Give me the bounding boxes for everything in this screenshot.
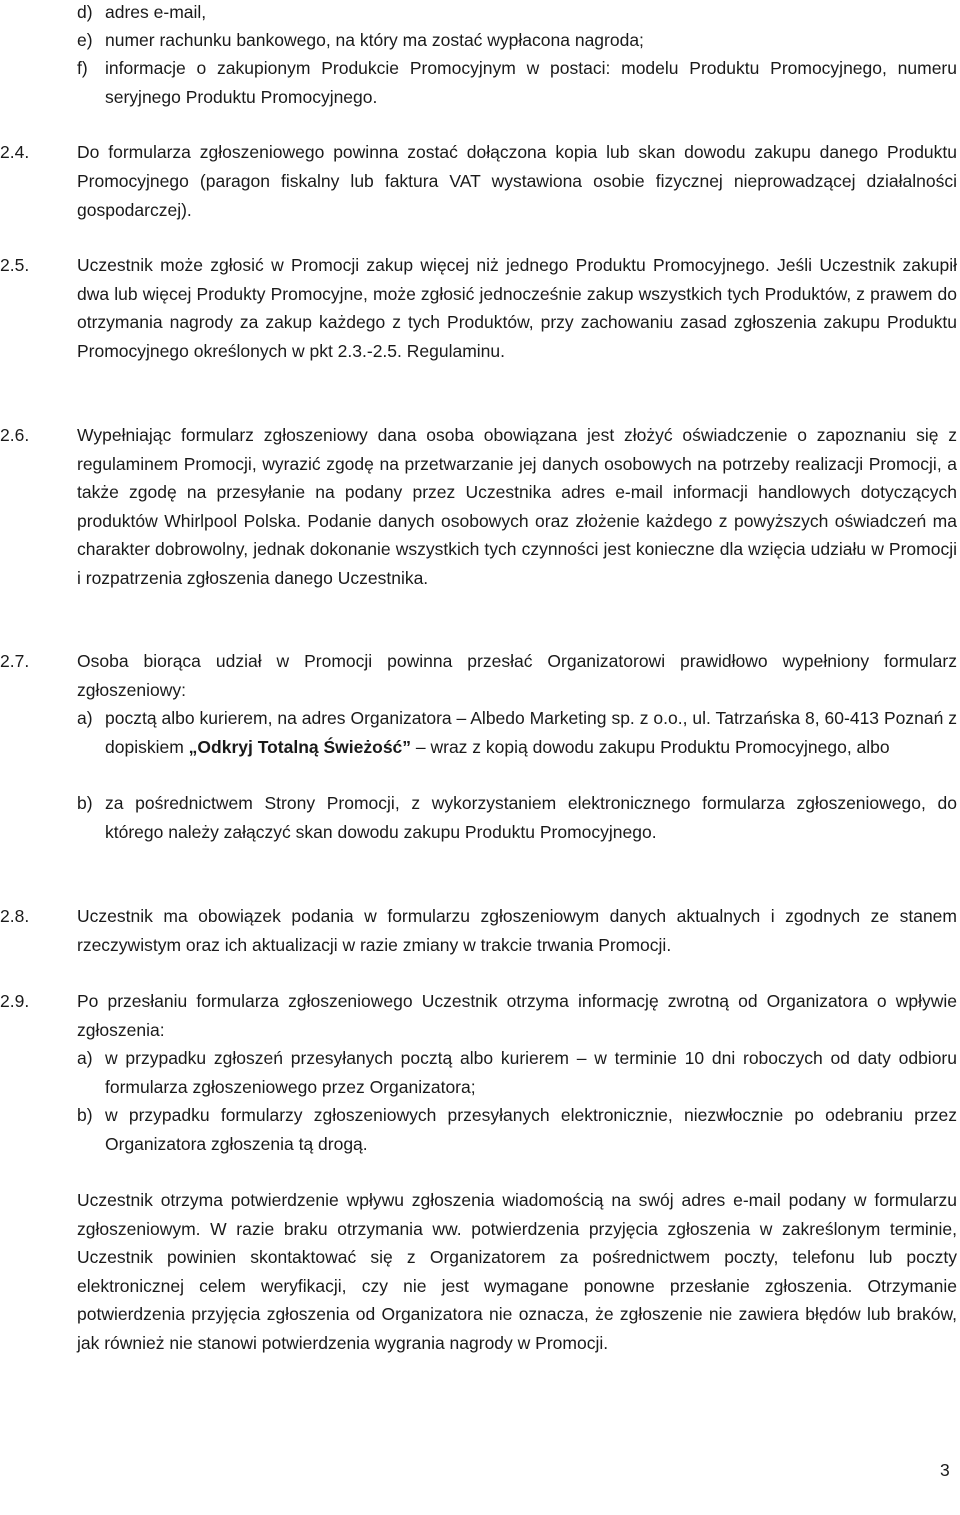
list-label: b) <box>77 1105 93 1125</box>
clause-2-9-item-a <box>77 1044 957 1101</box>
clause-2-9 <box>0 987 957 1044</box>
page-number: 3 <box>940 1460 950 1480</box>
list-item-text: numer rachunku bankowego, na który ma zostać wypłacona nagroda; <box>105 30 644 50</box>
list-item-e <box>77 26 957 55</box>
clause-number: 2.4. <box>0 142 30 162</box>
list-item-text: pocztą albo kurierem, na adres Organizatora – Albedo Marketing sp. z o.o., ul. Tatrzańska 8, 60-413 Poznań z dopiskiem „Odkryj Totalną Świeżość” – wraz z kopią dowodu zakupu Produktu Promocyjnego, albo <box>105 708 957 757</box>
list-item-f <box>77 54 957 111</box>
list-label: a) <box>77 1048 93 1068</box>
promo-name: „Odkryj Totalną Świeżość” <box>188 736 412 757</box>
list-label: e) <box>77 30 93 50</box>
list-label: a) <box>77 708 93 728</box>
list-item-text: informacje o zakupionym Produkcie Promocyjnym w postaci: modelu Produktu Promocyjnego, numeru seryjnego Produktu Promocyjnego. <box>105 58 957 107</box>
list-item-text: za pośrednictwem Strony Promocji, z wykorzystaniem elektronicznego formularza zgłoszeniowego, do którego należy załączyć skan dowodu zakupu Produktu Promocyjnego. <box>105 793 957 842</box>
clause-2-4 <box>0 138 957 225</box>
clause-text: Osoba biorąca udział w Promocji powinna przesłać Organizatorowi prawidłowo wypełniony formularz zgłoszeniowy: <box>77 651 957 700</box>
clause-number: 2.9. <box>0 991 30 1011</box>
clause-2-7 <box>0 647 957 704</box>
clause-number: 2.6. <box>0 425 30 445</box>
clause-2-9-closing: Uczestnik otrzyma potwierdzenie wpływu zgłoszenia wiadomością na swój adres e-mail podany w formularzu zgłoszeniowym. W razie braku otrzymania ww. potwierdzenia przyjęcia zgłoszenia w zakreślonym terminie, Uczestnik powinien skontaktować się z Organizatorem za pośrednictwem poczty, telefonu lub poczty elektronicznej celem weryfikacji, czy nie jest wymagane ponowne przesłanie zgłoszenia. Otrzymanie potwierdzenia przyjęcia zgłoszenia od Organizatora nie oznacza, że zgłoszenie nie zawiera błędów lub braków, jak również nie stanowi potwierdzenia wygrania nagrody w Promocji. <box>77 1190 957 1353</box>
clause-2-8 <box>0 902 957 959</box>
list-item-text: adres e-mail, <box>105 2 207 22</box>
list-label: b) <box>77 793 93 813</box>
clause-text: Uczestnik może zgłosić w Promocji zakup więcej niż jednego Produktu Promocyjnego. Jeśli Uczestnik zakupił dwa lub więcej Produkty Promocyjne, może zgłosić jednocześnie zakup wszystkich tych Produktów, z prawem do otrzymania nagrody za zakup każdego z tych Produktów, przy zachowaniu zasad zgłoszenia zakupu Produktu Promocyjnego określonych w pkt 2.3.-2.5. Regulaminu. <box>77 255 957 361</box>
clause-text: Po przesłaniu formularza zgłoszeniowego Uczestnik otrzyma informację zwrotną od Organizatora o wpływie zgłoszenia: <box>77 991 957 1040</box>
clause-2-7-item-a <box>77 704 957 761</box>
list-item-text: w przypadku zgłoszeń przesyłanych pocztą albo kurierem – w terminie 10 dni roboczych od daty odbioru formularza zgłoszeniowego przez Organizatora; <box>105 1048 957 1097</box>
clause-number: 2.8. <box>0 906 30 926</box>
list-label: f) <box>77 58 88 78</box>
clause-2-7-item-b <box>77 789 957 846</box>
clause-text: Uczestnik ma obowiązek podania w formularzu zgłoszeniowym danych aktualnych i zgodnych ze stanem rzeczywistym oraz ich aktualizacji w razie zmiany w trakcie trwania Promocji. <box>77 906 957 955</box>
clause-2-9-item-b <box>77 1101 957 1158</box>
list-item-d <box>77 0 957 27</box>
clause-number: 2.5. <box>0 255 30 275</box>
clause-number: 2.7. <box>0 651 30 671</box>
clause-2-5 <box>0 251 957 365</box>
clause-text: Do formularza zgłoszeniowego powinna zostać dołączona kopia lub skan dowodu zakupu danego Produktu Promocyjnego (paragon fiskalny lub faktura VAT wystawiona osobie fizycznej nieprowadzącej działalności gospodarczej). <box>77 142 957 220</box>
list-label: d) <box>77 2 93 22</box>
clause-2-6 <box>0 421 957 592</box>
clause-text: Wypełniając formularz zgłoszeniowy dana osoba obowiązana jest złożyć oświadczenie o zapoznaniu się z regulaminem Promocji, wyrazić zgodę na przetwarzanie jej danych osobowych na potrzeby realizacji Promocji, a także zgodę na przesyłanie na podany przez Uczestnika adres e-mail informacji handlowych dotyczących produktów Whirlpool Polska. Podanie danych osobowych oraz złożenie każdego z powyższych oświadczeń ma charakter dobrowolny, jednak dokonanie wszystkich tych czynności jest konieczne dla wzięcia udziału w Promocji i rozpatrzenia zgłoszenia danego Uczestnika. <box>77 425 957 588</box>
list-item-text: w przypadku formularzy zgłoszeniowych przesyłanych elektronicznie, niezwłocznie po odebraniu przez Organizatora zgłoszenia tą drogą. <box>105 1105 957 1154</box>
